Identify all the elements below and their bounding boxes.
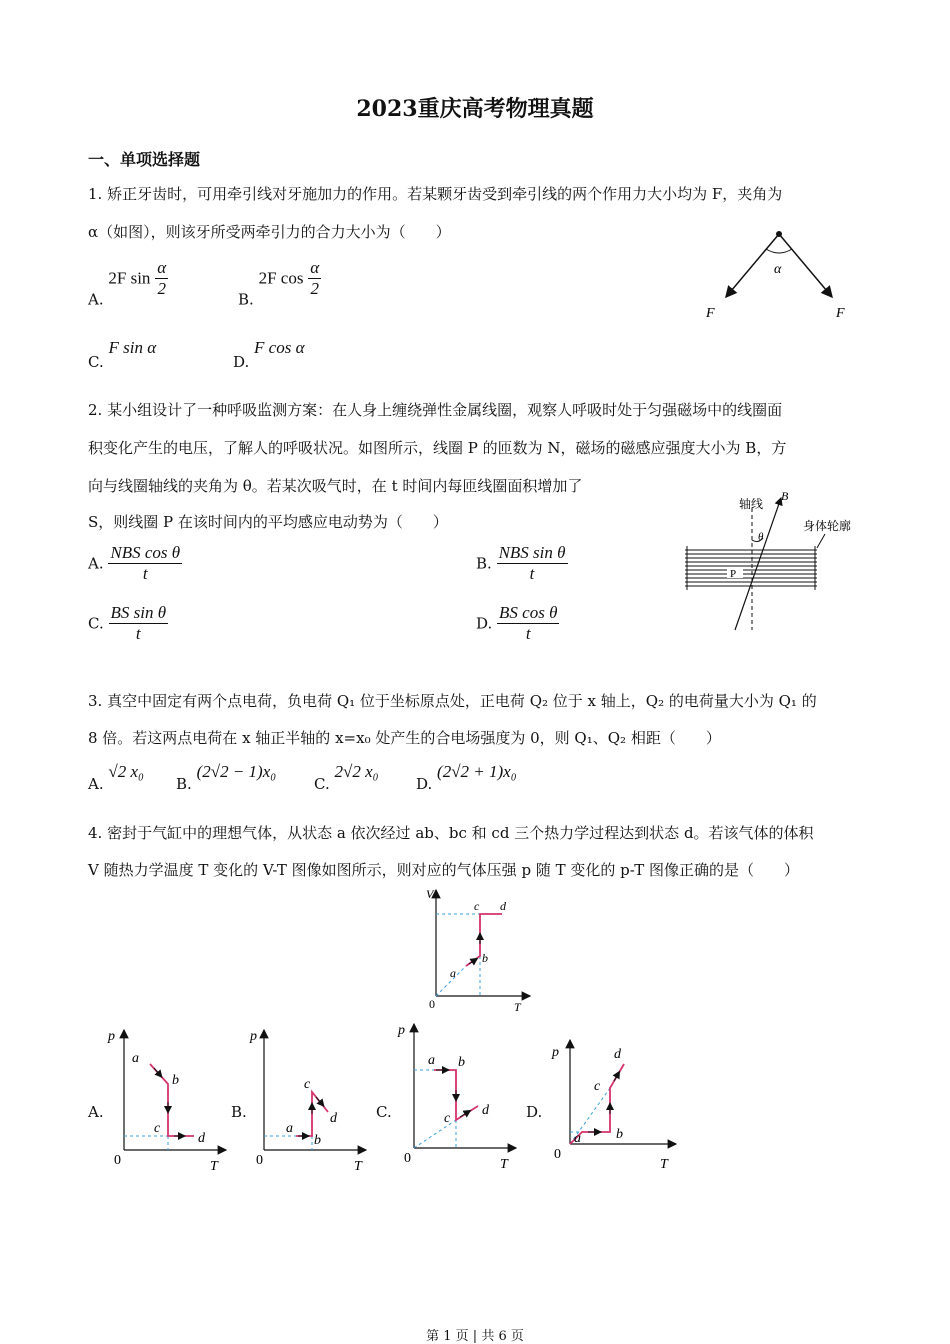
q3-option-a-expr: √2 x₀ bbox=[108, 762, 144, 781]
q2-line2: 积变化产生的电压，了解人的呼吸状况。如图所示，线圈 P 的匝数为 N，磁场的磁感应强度大小为 B，方 bbox=[88, 439, 787, 457]
q3-option-a-label: A. bbox=[88, 775, 104, 793]
q1-option-b-den: 2 bbox=[310, 279, 319, 298]
q4-c-b: b bbox=[458, 1055, 465, 1070]
q4-a-b: b bbox=[172, 1073, 179, 1088]
q4-vt-d: d bbox=[500, 899, 506, 913]
q2-option-c-num: BS sin θ bbox=[110, 603, 167, 622]
q2-line3: 向与线圈轴线的夹角为 θ。若某次吸气时，在 t 时间内每匝线圈面积增加了 bbox=[88, 477, 583, 495]
q4-c-o: 0 bbox=[404, 1151, 411, 1166]
q4-c-d: d bbox=[482, 1103, 489, 1118]
q4-option-b-graph bbox=[248, 1024, 378, 1174]
q1-option-c[interactable] bbox=[88, 338, 156, 371]
q1-option-d[interactable] bbox=[233, 338, 305, 371]
q1-force-diagram bbox=[690, 225, 860, 325]
q1-line1: 1. 矫正牙齿时，可用牵引线对牙施加力的作用。若某颗牙齿受到牵引线的两个作用力大小均为 F，夹角为 bbox=[88, 185, 783, 203]
q2-option-d[interactable] bbox=[476, 603, 559, 644]
q2-line1: 2. 某小组设计了一种呼吸监测方案：在人身上缠绕弹性金属线圈，观察人呼吸时处于匀强磁场中的线圈面 bbox=[88, 401, 783, 419]
q4-d-a: a bbox=[574, 1131, 581, 1146]
q4-b-d: d bbox=[330, 1111, 337, 1126]
q4-vt-a: a bbox=[450, 966, 456, 980]
q2-fig-theta: θ bbox=[758, 531, 764, 543]
q2-option-a-den: t bbox=[142, 564, 148, 583]
q1-option-a-num: α bbox=[157, 258, 167, 277]
q4-option-b[interactable]: B. bbox=[231, 1103, 247, 1121]
q3-option-a[interactable] bbox=[88, 762, 144, 793]
q4-option-c-graph bbox=[392, 1018, 522, 1174]
q3-line2: 8 倍。若这两点电荷在 x 轴正半轴的 x=x₀ 处产生的合电场强度为 0，则 Q₁、Q₂ 相距（ ） bbox=[88, 729, 721, 747]
q1-option-a-den: 2 bbox=[157, 279, 166, 298]
q4-option-c[interactable]: C. bbox=[376, 1103, 392, 1121]
q4-line1: 4. 密封于气缸中的理想气体，从状态 a 依次经过 ab、bc 和 cd 三个热力学过程达到状态 d。若该气体的体积 bbox=[88, 824, 814, 842]
q4-a-o: 0 bbox=[114, 1153, 121, 1168]
q1-fig-f-left: F bbox=[706, 306, 715, 321]
q3-option-c-expr: 2√2 x₀ bbox=[334, 762, 379, 781]
q4-c-t: T bbox=[500, 1157, 508, 1172]
q4-b-t: T bbox=[354, 1159, 362, 1174]
q1-option-a-expr: 2F sin bbox=[108, 268, 151, 288]
q2-option-b[interactable] bbox=[476, 543, 568, 584]
q4-a-c: c bbox=[154, 1121, 161, 1136]
q1-option-b-num: α bbox=[310, 258, 320, 277]
q2-option-c[interactable] bbox=[88, 603, 168, 644]
q4-a-p: p bbox=[108, 1029, 115, 1044]
q4-b-o: 0 bbox=[256, 1153, 263, 1168]
q2-option-a-num: NBS cos θ bbox=[110, 543, 181, 562]
q4-vt-c: c bbox=[474, 899, 480, 913]
section-heading: 一、单项选择题 bbox=[88, 150, 201, 169]
q3-option-d-label: D. bbox=[416, 775, 433, 793]
q3-option-c[interactable] bbox=[314, 762, 379, 793]
q4-b-a: a bbox=[286, 1121, 293, 1136]
q2-fig-body: 身体轮廓 bbox=[803, 519, 852, 533]
q1-option-c-label: C. bbox=[88, 353, 104, 371]
q2-option-d-num: BS cos θ bbox=[499, 603, 558, 622]
q2-option-d-den: t bbox=[525, 624, 531, 643]
q4-c-a: a bbox=[428, 1053, 435, 1068]
q4-d-c: c bbox=[594, 1079, 601, 1094]
q3-option-b[interactable] bbox=[176, 762, 276, 793]
q4-line2: V 随热力学温度 T 变化的 V-T 图像如图所示，则对应的气体压强 p 随 T 变化的 p-T 图像正确的是（ ） bbox=[88, 861, 800, 879]
q4-vt-o: 0 bbox=[429, 997, 435, 1011]
q2-option-c-label: C. bbox=[88, 614, 104, 633]
q2-option-b-label: B. bbox=[476, 554, 492, 573]
q2-option-c-den: t bbox=[135, 624, 141, 643]
q3-option-b-expr: (2√2 − 1)x₀ bbox=[196, 762, 277, 781]
q1-option-b-expr: 2F cos bbox=[258, 268, 304, 288]
q4-vt-v: V bbox=[426, 887, 434, 901]
q3-option-d[interactable] bbox=[416, 762, 517, 793]
q4-c-p: p bbox=[398, 1023, 405, 1038]
q4-option-a-graph bbox=[104, 1024, 234, 1174]
q4-b-c: c bbox=[304, 1077, 311, 1092]
q1-fig-alpha: α bbox=[774, 262, 782, 277]
q2-option-a[interactable] bbox=[88, 543, 182, 584]
q4-d-d: d bbox=[614, 1047, 621, 1062]
q2-coil-diagram bbox=[675, 488, 875, 636]
q2-fig-b: B bbox=[781, 489, 789, 503]
q2-option-b-den: t bbox=[529, 564, 535, 583]
q3-line1: 3. 真空中固定有两个点电荷，负电荷 Q₁ 位于坐标原点处，正电荷 Q₂ 位于 x 轴上，Q₂ 的电荷量大小为 Q₁ 的 bbox=[88, 692, 817, 710]
q1-option-b[interactable] bbox=[238, 258, 321, 309]
q2-fig-axis: 轴线 bbox=[739, 497, 764, 511]
q1-option-d-expr: F cos α bbox=[254, 338, 305, 357]
q2-option-b-num: NBS sin θ bbox=[498, 543, 566, 562]
q4-vt-graph bbox=[418, 884, 538, 1016]
q3-option-b-label: B. bbox=[176, 775, 192, 793]
q1-option-d-label: D. bbox=[233, 353, 250, 371]
q1-option-c-expr: F sin α bbox=[108, 338, 157, 357]
q4-d-o: 0 bbox=[554, 1147, 561, 1162]
q2-fig-p: P bbox=[730, 568, 737, 580]
q1-option-b-label: B. bbox=[238, 290, 254, 309]
q4-vt-b: b bbox=[482, 951, 488, 965]
q2-option-d-label: D. bbox=[476, 614, 493, 633]
page-footer: 第 1 页 | 共 6 页 bbox=[426, 1329, 524, 1344]
q4-a-t: T bbox=[210, 1159, 218, 1174]
q4-option-a[interactable]: A. bbox=[88, 1103, 104, 1121]
q1-option-a[interactable] bbox=[88, 258, 168, 309]
q3-option-d-expr: (2√2 + 1)x₀ bbox=[437, 762, 517, 781]
q4-option-d[interactable]: D. bbox=[526, 1103, 543, 1121]
page-title: 2023重庆高考物理真题 bbox=[356, 96, 594, 122]
q1-line2: α（如图），则该牙所受两牵引力的合力大小为（ ） bbox=[88, 223, 451, 241]
q4-b-p: p bbox=[250, 1029, 257, 1044]
q4-c-c: c bbox=[444, 1111, 451, 1126]
q4-a-d: d bbox=[198, 1131, 205, 1146]
q1-option-a-label: A. bbox=[88, 290, 104, 309]
q4-option-d-graph bbox=[548, 1034, 682, 1174]
q4-d-t: T bbox=[660, 1157, 668, 1172]
q4-d-p: p bbox=[552, 1045, 559, 1060]
q3-option-c-label: C. bbox=[314, 775, 330, 793]
q2-option-a-label: A. bbox=[88, 554, 104, 573]
q4-d-b: b bbox=[616, 1127, 623, 1142]
q4-b-b: b bbox=[314, 1133, 321, 1148]
q4-vt-t: T bbox=[514, 1000, 521, 1014]
q2-line4: S，则线圈 P 在该时间内的平均感应电动势为（ ） bbox=[88, 513, 448, 531]
q4-a-a: a bbox=[132, 1051, 139, 1066]
q1-fig-f-right: F bbox=[836, 306, 845, 321]
